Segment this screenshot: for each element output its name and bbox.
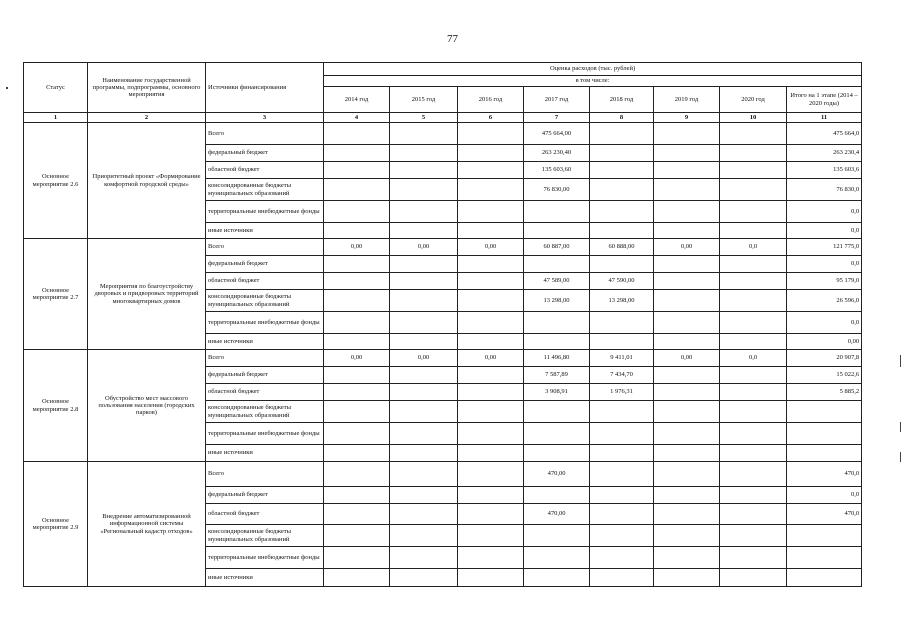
scan-mark [900,452,901,462]
year-value-cell [458,547,524,569]
year-value-cell [324,223,390,239]
total-value-cell: 20 907,8 [787,350,862,367]
total-value-cell [787,569,862,587]
year-value-cell [390,223,458,239]
year-value-cell [524,312,590,334]
year-value-cell [654,401,720,423]
total-value-cell: 0,0 [787,223,862,239]
year-value-cell: 470,00 [524,462,590,487]
year-value-cell [720,256,787,273]
year-value-cell [720,569,787,587]
year-value-cell [390,445,458,462]
funding-source-cell: иные источники [206,445,324,462]
year-value-cell [654,384,720,401]
year-value-cell: 0,0 [720,350,787,367]
year-value-cell [390,273,458,290]
year-value-cell [324,547,390,569]
year-value-cell [654,462,720,487]
total-value-cell [787,547,862,569]
year-value-cell: 0,00 [458,239,524,256]
year-value-cell [654,312,720,334]
year-value-cell [324,462,390,487]
year-value-cell [324,423,390,445]
year-value-cell [390,384,458,401]
total-value-cell: 470,0 [787,462,862,487]
year-value-cell [590,504,654,525]
funding-source-cell: иные источники [206,334,324,350]
year-value-cell [590,123,654,145]
funding-source-cell: областной бюджет [206,384,324,401]
total-value-cell: 26 596,0 [787,290,862,312]
year-value-cell: 0,00 [390,350,458,367]
year-value-cell [390,334,458,350]
year-value-cell: 0,00 [654,350,720,367]
year-value-cell: 60 887,00 [524,239,590,256]
total-value-cell: 0,0 [787,312,862,334]
total-value-cell: 95 179,0 [787,273,862,290]
year-value-cell [720,162,787,179]
program-name-cell: Приоритетный проект «Формирование комфортной городской среды» [88,123,206,239]
header-year: 2017 год [524,87,590,113]
year-value-cell [524,525,590,547]
year-value-cell [324,256,390,273]
year-value-cell [590,179,654,201]
total-value-cell [787,525,862,547]
program-name-cell: Внедрение автоматизированной информационной системы «Региональный кадастр отходов» [88,462,206,587]
year-value-cell: 0,00 [390,239,458,256]
year-value-cell [654,334,720,350]
year-value-cell [324,162,390,179]
year-value-cell: 0,00 [324,350,390,367]
program-name-cell: Обустройство мест массового пользования населения (городских парков) [88,350,206,462]
year-value-cell [458,179,524,201]
year-value-cell [458,384,524,401]
year-value-cell [458,312,524,334]
year-value-cell [458,256,524,273]
year-value-cell [720,273,787,290]
year-value-cell [458,201,524,223]
year-value-cell [524,423,590,445]
year-value-cell [524,547,590,569]
header-status: Статус [24,63,88,113]
year-value-cell: 11 496,80 [524,350,590,367]
header-year: 2019 год [654,87,720,113]
year-value-cell [720,547,787,569]
year-value-cell: 0,0 [720,239,787,256]
table-row [24,350,862,367]
funding-source-cell: федеральный бюджет [206,367,324,384]
year-value-cell [654,547,720,569]
total-value-cell: 0,0 [787,201,862,223]
year-value-cell [390,547,458,569]
total-value-cell [787,423,862,445]
program-name-cell: Мероприятия по благоустройству дворовых и придворовых территорий многоквартирных домов [88,239,206,350]
year-value-cell [390,123,458,145]
header-estimate: Оценка расходов (тыс. рублей) [324,63,862,76]
funding-source-cell: Всего [206,123,324,145]
year-value-cell [324,145,390,162]
year-value-cell [390,201,458,223]
year-value-cell [654,145,720,162]
year-value-cell: 3 908,91 [524,384,590,401]
total-value-cell: 0,0 [787,256,862,273]
year-value-cell [390,525,458,547]
funding-source-cell: областной бюджет [206,273,324,290]
year-value-cell [654,423,720,445]
funding-source-cell: консолидированные бюджеты муниципальных образований [206,179,324,201]
year-value-cell [324,367,390,384]
year-value-cell [458,162,524,179]
total-value-cell: 76 830,0 [787,179,862,201]
year-value-cell [654,367,720,384]
table-row [24,462,862,487]
funding-source-cell: Всего [206,239,324,256]
year-value-cell [654,256,720,273]
total-value-cell: 263 230,4 [787,145,862,162]
year-value-cell [590,401,654,423]
year-value-cell [720,334,787,350]
year-value-cell [590,547,654,569]
total-value-cell: 121 775,0 [787,239,862,256]
year-value-cell [324,504,390,525]
year-value-cell [720,462,787,487]
year-value-cell [720,525,787,547]
year-value-cell [324,401,390,423]
column-number: 11 [787,113,862,123]
year-value-cell [654,487,720,504]
column-number: 1 [24,113,88,123]
year-value-cell [324,445,390,462]
year-value-cell [720,401,787,423]
year-value-cell [590,312,654,334]
year-value-cell: 7 587,89 [524,367,590,384]
year-value-cell [720,487,787,504]
funding-source-cell: территориальные внебюджетные фонды [206,547,324,569]
year-value-cell [720,312,787,334]
year-value-cell: 1 976,31 [590,384,654,401]
year-value-cell [720,445,787,462]
total-value-cell: 135 603,6 [787,162,862,179]
header-year: 2014 год [324,87,390,113]
year-value-cell [458,569,524,587]
column-number: 2 [88,113,206,123]
year-value-cell [524,201,590,223]
year-value-cell [720,367,787,384]
year-value-cell [590,569,654,587]
year-value-cell [590,525,654,547]
year-value-cell [590,487,654,504]
total-value-cell: 475 664,0 [787,123,862,145]
header-total: Итого на 1 этапе (2014 – 2020 годы) [787,87,862,113]
year-value-cell [654,290,720,312]
funding-source-cell: областной бюджет [206,504,324,525]
year-value-cell: 475 664,00 [524,123,590,145]
year-value-cell [524,445,590,462]
year-value-cell [654,525,720,547]
year-value-cell [324,384,390,401]
year-value-cell: 60 888,00 [590,239,654,256]
year-value-cell [390,487,458,504]
column-number: 7 [524,113,590,123]
scan-mark [900,355,901,367]
year-value-cell [654,179,720,201]
funding-source-cell: консолидированные бюджеты муниципальных образований [206,290,324,312]
table-row [24,123,862,145]
status-cell: Основное мероприятие 2.6 [24,123,88,239]
year-value-cell [390,179,458,201]
table-row [24,239,862,256]
funding-source-cell: территориальные внебюджетные фонды [206,312,324,334]
year-value-cell [458,367,524,384]
year-value-cell [590,145,654,162]
year-value-cell [458,423,524,445]
total-value-cell: 0,00 [787,334,862,350]
year-value-cell [590,256,654,273]
year-value-cell [524,256,590,273]
year-value-cell [654,569,720,587]
funding-source-cell: территориальные внебюджетные фонды [206,423,324,445]
year-value-cell [590,423,654,445]
column-number: 8 [590,113,654,123]
funding-source-cell: консолидированные бюджеты муниципальных образований [206,401,324,423]
total-value-cell [787,401,862,423]
total-value-cell: 5 885,2 [787,384,862,401]
column-number: 5 [390,113,458,123]
year-value-cell [390,462,458,487]
year-value-cell [324,123,390,145]
year-value-cell [458,223,524,239]
year-value-cell [590,334,654,350]
year-value-cell [524,487,590,504]
year-value-cell: 470,00 [524,504,590,525]
funding-source-cell: иные источники [206,569,324,587]
total-value-cell: 470,0 [787,504,862,525]
funding-source-cell: иные источники [206,223,324,239]
scan-mark [6,87,8,89]
year-value-cell [654,123,720,145]
year-value-cell: 7 434,70 [590,367,654,384]
funding-source-cell: федеральный бюджет [206,487,324,504]
year-value-cell [654,504,720,525]
year-value-cell [654,162,720,179]
year-value-cell [720,504,787,525]
year-value-cell [590,162,654,179]
status-cell: Основное мероприятие 2.8 [24,350,88,462]
column-number: 6 [458,113,524,123]
year-value-cell [324,334,390,350]
page-number: 77 [447,33,458,45]
header-year: 2015 год [390,87,458,113]
year-value-cell: 47 589,00 [524,273,590,290]
year-value-cell [324,201,390,223]
year-value-cell [654,201,720,223]
year-value-cell [458,145,524,162]
year-value-cell [720,384,787,401]
total-value-cell: 0,0 [787,487,862,504]
funding-source-cell: областной бюджет [206,162,324,179]
year-value-cell [324,487,390,504]
column-number: 10 [720,113,787,123]
year-value-cell [324,525,390,547]
year-value-cell: 47 590,00 [590,273,654,290]
funding-source-cell: федеральный бюджет [206,256,324,273]
year-value-cell: 263 230,40 [524,145,590,162]
funding-source-cell: территориальные внебюджетные фонды [206,201,324,223]
year-value-cell [458,504,524,525]
status-cell: Основное мероприятие 2.7 [24,239,88,350]
year-value-cell [324,290,390,312]
year-value-cell [524,223,590,239]
year-value-cell [654,445,720,462]
year-value-cell [458,445,524,462]
year-value-cell [458,525,524,547]
column-number: 3 [206,113,324,123]
header-including: в том числе: [324,76,862,87]
year-value-cell [324,569,390,587]
year-value-cell [390,401,458,423]
year-value-cell [720,123,787,145]
year-value-cell [590,201,654,223]
year-value-cell [458,462,524,487]
year-value-cell: 13 298,00 [590,290,654,312]
year-value-cell [324,273,390,290]
header-year: 2016 год [458,87,524,113]
year-value-cell [390,145,458,162]
year-value-cell: 13 298,00 [524,290,590,312]
column-number: 9 [654,113,720,123]
year-value-cell: 0,00 [324,239,390,256]
status-cell: Основное мероприятие 2.9 [24,462,88,587]
funding-source-cell: консолидированные бюджеты муниципальных образований [206,525,324,547]
year-value-cell [390,256,458,273]
year-value-cell [458,487,524,504]
header-name: Наименование государственной программы, подпрограммы, основного мероприятия [88,63,206,113]
year-value-cell: 9 411,01 [590,350,654,367]
header-year: 2020 год [720,87,787,113]
year-value-cell [590,223,654,239]
year-value-cell [590,462,654,487]
scan-mark [900,422,901,432]
funding-source-cell: Всего [206,462,324,487]
year-value-cell [390,290,458,312]
expenditure-table [23,62,862,587]
year-value-cell: 76 830,00 [524,179,590,201]
column-number: 4 [324,113,390,123]
year-value-cell [458,401,524,423]
total-value-cell [787,445,862,462]
year-value-cell [590,445,654,462]
year-value-cell: 135 603,60 [524,162,590,179]
year-value-cell [720,201,787,223]
year-value-cell [458,273,524,290]
year-value-cell [458,334,524,350]
year-value-cell [524,334,590,350]
year-value-cell [390,569,458,587]
year-value-cell [524,569,590,587]
year-value-cell [720,179,787,201]
year-value-cell [390,367,458,384]
year-value-cell: 0,00 [458,350,524,367]
year-value-cell [390,504,458,525]
year-value-cell [390,312,458,334]
year-value-cell [458,123,524,145]
total-value-cell: 15 022,6 [787,367,862,384]
year-value-cell [654,273,720,290]
header-year: 2018 год [590,87,654,113]
header-sources: Источники финансирования [206,63,324,113]
year-value-cell [654,223,720,239]
year-value-cell [720,145,787,162]
year-value-cell [458,290,524,312]
year-value-cell [720,223,787,239]
year-value-cell [390,423,458,445]
year-value-cell [720,423,787,445]
year-value-cell [720,290,787,312]
funding-source-cell: Всего [206,350,324,367]
year-value-cell [324,312,390,334]
year-value-cell [524,401,590,423]
year-value-cell [390,162,458,179]
year-value-cell: 0,00 [654,239,720,256]
year-value-cell [324,179,390,201]
funding-source-cell: федеральный бюджет [206,145,324,162]
